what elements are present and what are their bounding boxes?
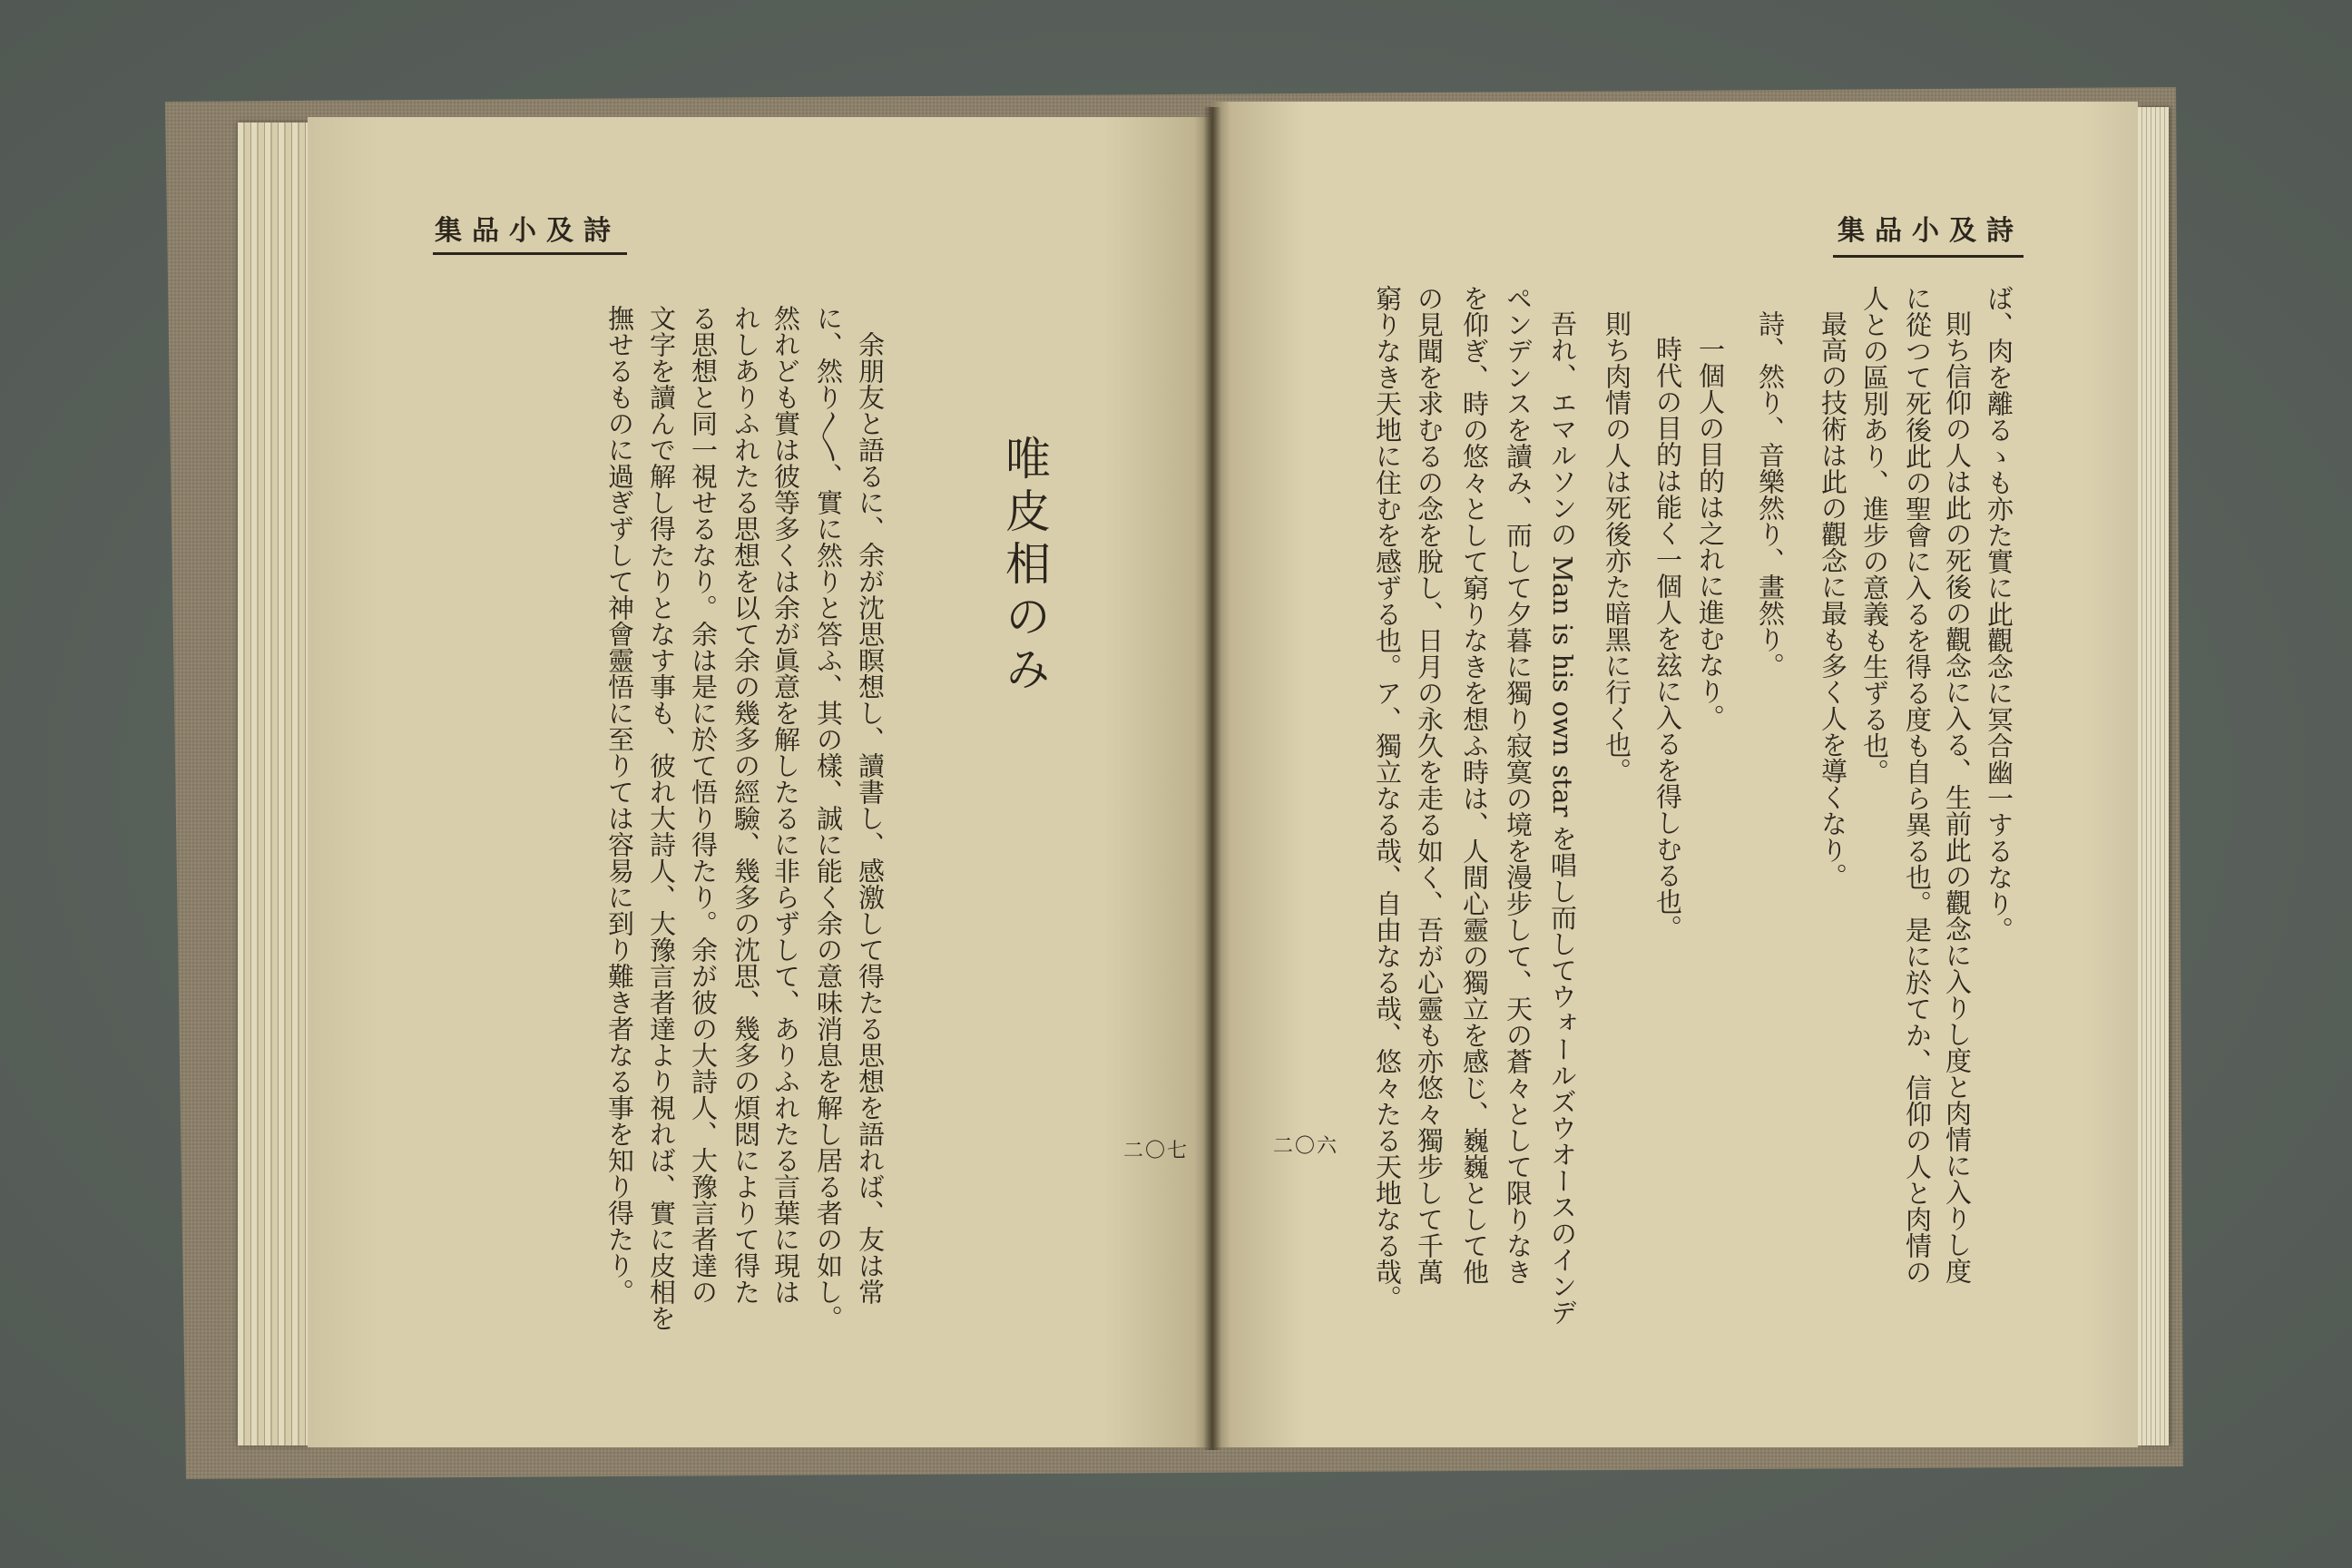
text-column: 人との區別あり、進步の意義も生ずる也。 [1859, 285, 1890, 785]
text-column: に從つて死後此の聖會に入るを得る度も自ら異る也。是に於てか、信仰の人と肉情の [1902, 285, 1933, 1285]
text-column: 然れども實は彼等多くは余が眞意を解したるに非らずして、ありふれたる言葉に現は [770, 305, 801, 1305]
text-column: ば、肉を離るゝも亦た實に此觀念に冥合幽一するなり。 [1984, 285, 2014, 943]
running-head: 集品小及詩 [435, 215, 621, 247]
text-column: 窮りなき天地に住むを感ずる也。ア、獨立なる哉、自由なる哉、悠々たる天地なる哉。 [1372, 285, 1403, 1311]
text-column: 余朋友と語るに、余が沈思瞑想し、讀書し、感激して得たる思想を語れば、友は常 [855, 331, 886, 1305]
running-head-rule [1833, 255, 2024, 258]
right-page-edges [2138, 107, 2169, 1446]
text-column: 文字を讀んで解し得たりとなす事も、彼れ大詩人、大豫言者達より視れば、實に皮相を [646, 305, 677, 1331]
text-column: の見聞を求むるの念を脫し、日月の永久を走る如く、吾が心靈も亦悠々獨步して千萬 [1414, 285, 1445, 1285]
text-column: ペンデンスを讀み、而して夕暮に獨り寂寞の境を漫步して、天の蒼々として限りなき [1503, 285, 1534, 1285]
text-column: れしありふれたる思想を以て余の幾多の經驗、幾多の沈思、幾多の煩悶によりて得た [730, 305, 761, 1305]
page-number: 二〇六 [1273, 1135, 1339, 1158]
running-head: 集品小及詩 [1838, 215, 2024, 247]
text-column: 撫せるものに過ぎずして神會靈悟に至りては容易に到り難き者なる事を知り得たり。 [604, 305, 635, 1305]
page-number: 二〇七 [1123, 1140, 1190, 1162]
running-head-rule [433, 252, 627, 255]
text-column: る思想と同一視せるなり。余は是に於て悟り得たり。余が彼の大詩人、大豫言者達の [688, 305, 719, 1305]
text-column: 則ち肉情の人は死後亦た暗黑に行く也。 [1602, 310, 1632, 784]
text-column: 詩、然り、音樂然り、畫然り。 [1755, 310, 1786, 679]
text-column: 時代の目的は能く一個人を玆に入るを得しむる也。 [1652, 336, 1683, 941]
left-page [308, 117, 1212, 1447]
right-page [1212, 102, 2138, 1447]
left-page-edges [238, 122, 310, 1446]
book-gutter [1203, 107, 1221, 1450]
text-column: に、然り〳〵、實に然りと答ふ、其の樣、誠に能く余の意味消息を解し居る者の如し。 [813, 305, 844, 1331]
text-column: 一個人の目的は之れに進むなり。 [1695, 336, 1726, 730]
chapter-title: 唯皮相のみ [998, 435, 1051, 698]
text-column: を仰ぎ、時の悠々として窮りなきを想ふ時は、人間心靈の獨立を感じ、巍巍として他 [1459, 285, 1490, 1285]
text-column: 最高の技術は此の觀念に最も多く人を導くなり。 [1818, 310, 1848, 889]
text-column: 則ち信仰の人は此の死後の觀念に入る、生前此の觀念に入りし度と肉情に入りし度 [1942, 310, 1973, 1284]
text-column: 吾れ、エマルソンの Man is his own star を唱し而してウォールズウオースのインデ [1547, 310, 1578, 1326]
